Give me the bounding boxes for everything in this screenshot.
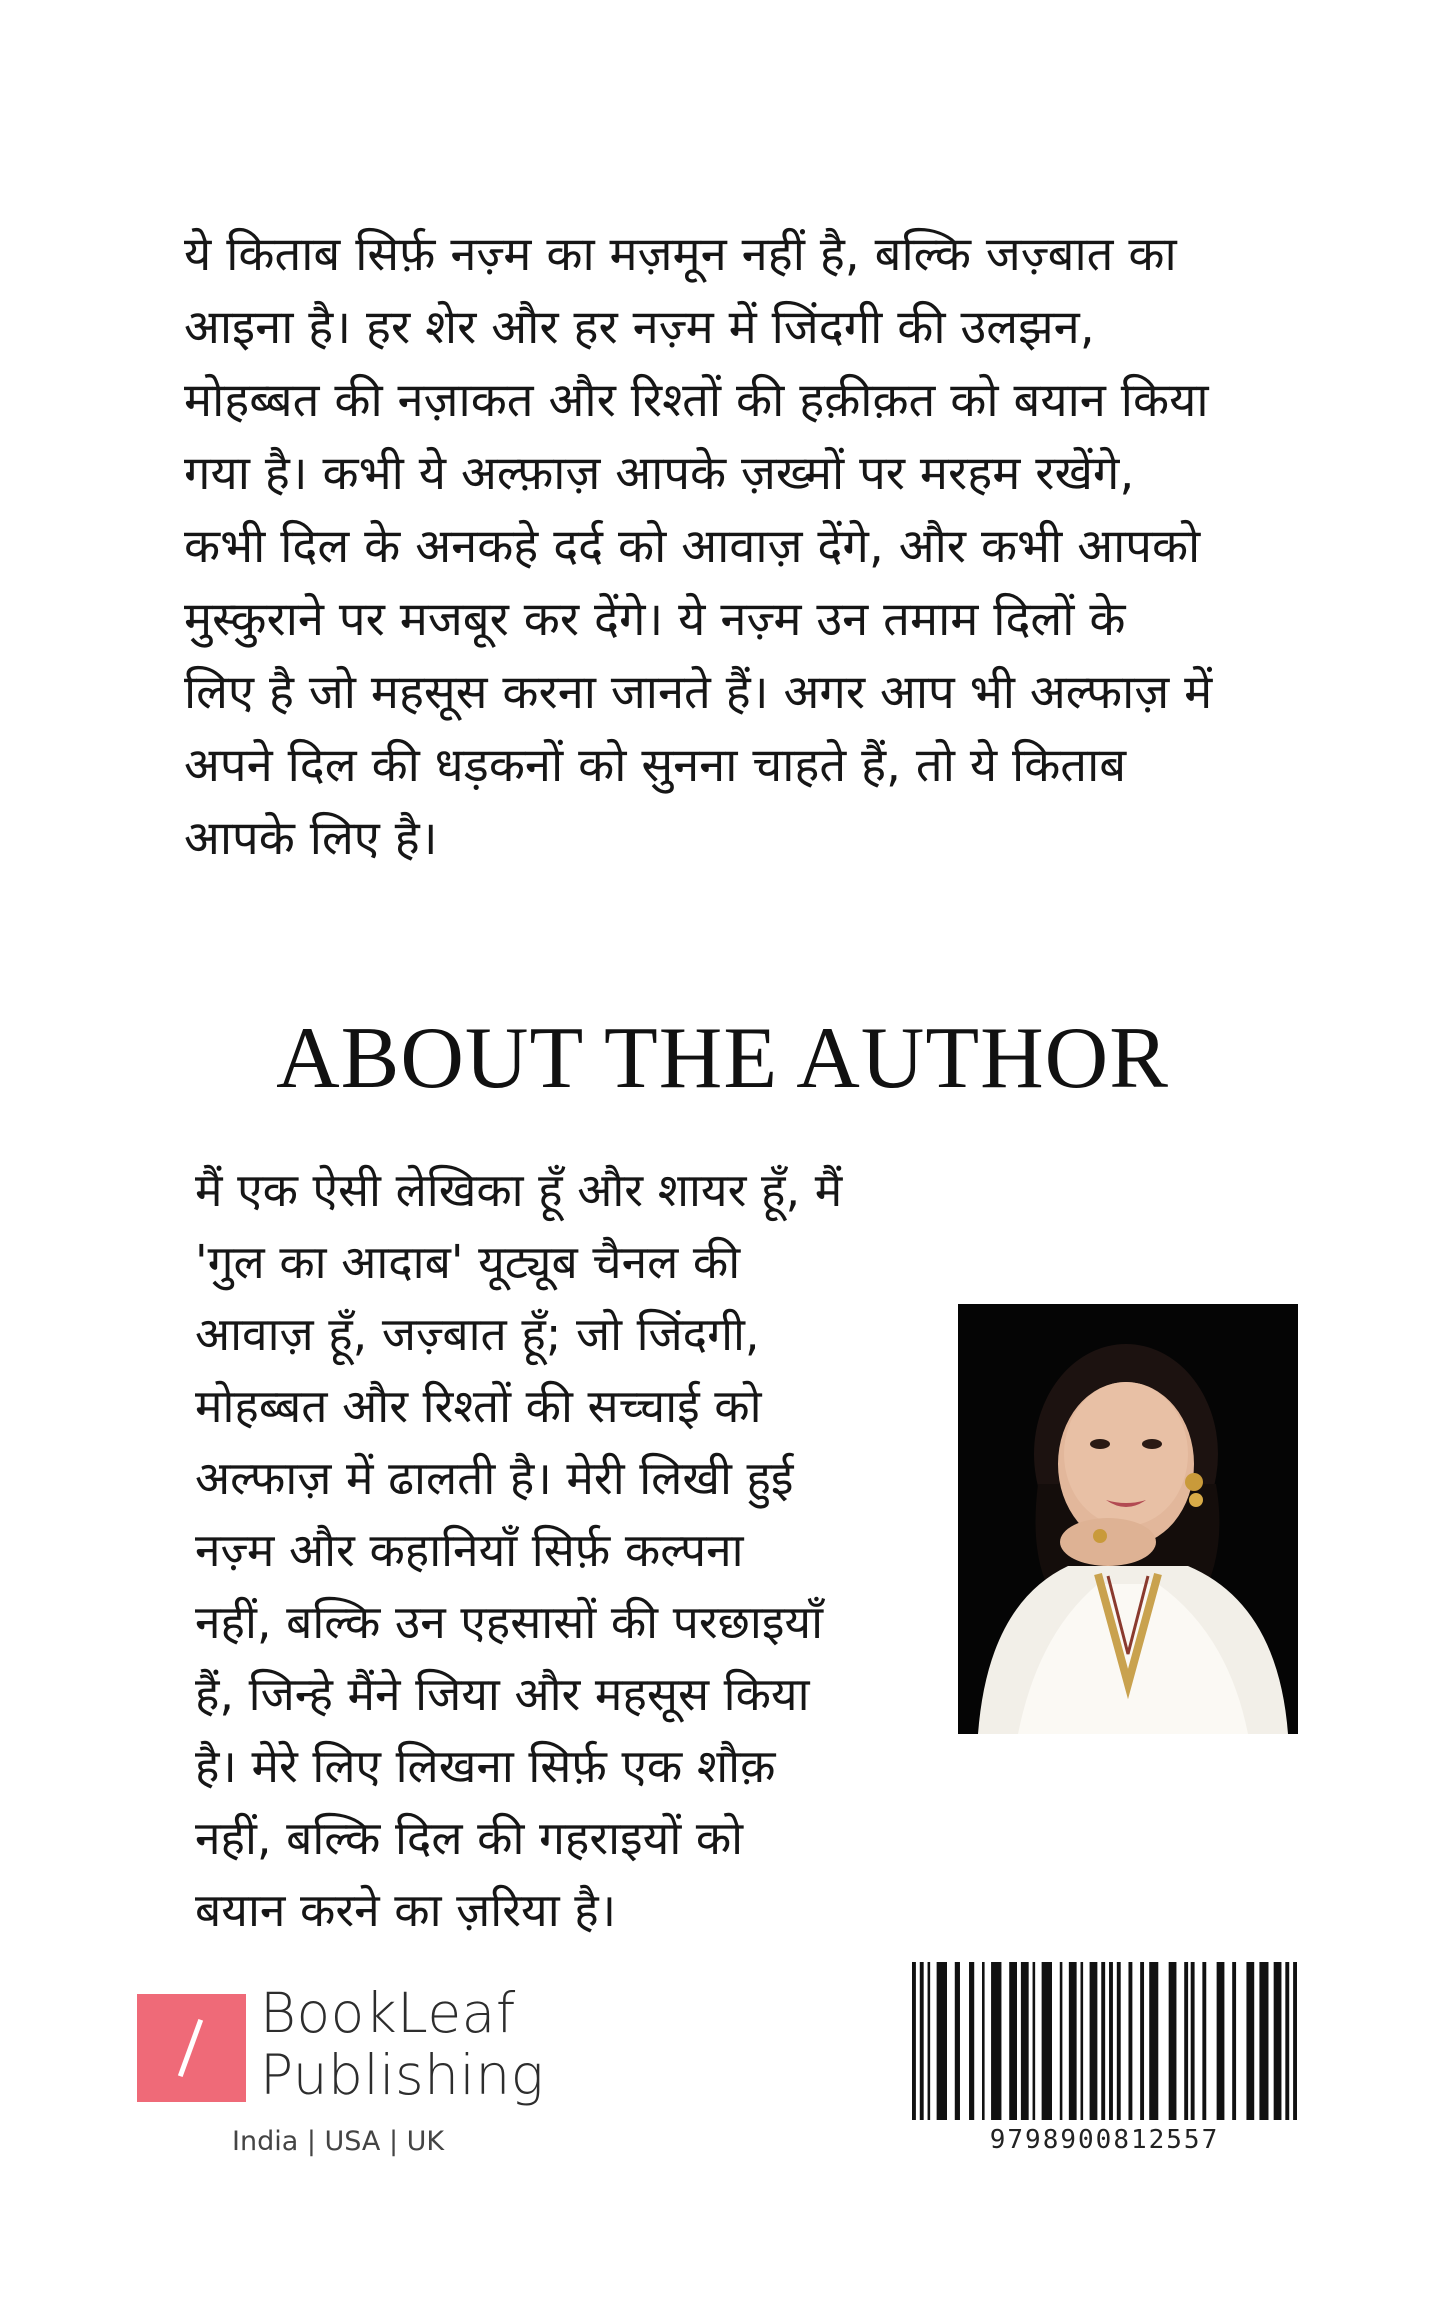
isbn-number: 9798900812557 (989, 2125, 1220, 2155)
barcode-bar (1033, 1962, 1036, 2120)
publisher-logo-mark (137, 1994, 246, 2102)
author-bio (195, 1154, 915, 1946)
barcode-bar (1191, 1962, 1195, 2120)
bio-line: बयान करने का ज़रिया है। (195, 1883, 617, 1937)
barcode-bar (920, 1962, 924, 2120)
barcode-bar (955, 1962, 960, 2120)
barcode-bars (912, 1962, 1297, 2120)
barcode-bar (1259, 1962, 1268, 2120)
blurb-line: कभी दिल के अनकहे दर्द को आवाज़ देंगे, और कभी आपको (184, 519, 1201, 574)
barcode-bar (1081, 1962, 1084, 2120)
bio-line: नहीं, बल्कि दिल की गहराइयों को (195, 1811, 744, 1865)
barcode-bar (928, 1962, 931, 2120)
barcode-bar (1202, 1962, 1206, 2120)
barcode-bar (1009, 1962, 1017, 2120)
bio-line: आवाज़ हूँ, जज़्बात हूँ; जो जिंदगी, (195, 1307, 760, 1361)
blurb-line: अपने दिल की धड़कनों को सुनना चाहते हैं, तो ये किताब (184, 738, 1127, 793)
bio-line: मैं एक ऐसी लेखिका हूँ और शायर हूँ, मैं (195, 1163, 843, 1217)
barcode-bar (937, 1962, 947, 2120)
author-portrait-illustration (958, 1304, 1298, 1734)
barcode-bar (1060, 1962, 1063, 2120)
bio-line: नज़्म और कहानियाँ सिर्फ़ कल्पना (195, 1523, 744, 1577)
barcode-bar (969, 1962, 974, 2120)
bio-line: मोहब्बत और रिश्तों की सच्चाई को (195, 1379, 762, 1433)
barcode-bar (1232, 1962, 1236, 2120)
barcode-bar (1090, 1962, 1098, 2120)
author-photo (958, 1304, 1298, 1734)
barcode-bar (1109, 1962, 1113, 2120)
publisher-name (260, 1982, 544, 2106)
book-blurb (184, 218, 1213, 875)
bio-line: है। मेरे लिए लिखना सिर्फ़ एक शौक़ (195, 1739, 776, 1793)
bio-line: हैं, जिन्हे मैंने जिया और महसूस किया (195, 1667, 810, 1721)
about-heading (0, 1004, 1445, 1114)
barcode-bar (1184, 1962, 1188, 2120)
slash-icon (178, 2019, 203, 2077)
barcode-bar (1140, 1962, 1144, 2120)
blurb-line: आइना है। हर शेर और हर नज़्म में जिंदगी की उलझन, (184, 300, 1095, 355)
barcode-bar (1293, 1962, 1297, 2120)
bio-line: अल्फाज़ में ढालती है। मेरी लिखी हुई (195, 1451, 794, 1505)
bio-line: 'गुल का आदाब' यूट्यूब चैनल की (195, 1235, 741, 1289)
about-heading-text: ABOUT THE AUTHOR (276, 1010, 1169, 1107)
barcode-bar (1169, 1962, 1177, 2120)
barcode-bar (1217, 1962, 1225, 2120)
barcode-bar (1069, 1962, 1077, 2120)
barcode-icon (912, 1962, 1297, 2120)
barcode-bar (1021, 1962, 1029, 2120)
publisher-regions: India | USA | UK (232, 2126, 445, 2157)
publisher-name-line1: BookLeaf (260, 1981, 516, 2045)
barcode-bar (1128, 1962, 1132, 2120)
barcode-bar (1274, 1962, 1282, 2120)
blurb-line: आपके लिए है। (184, 811, 438, 866)
blurb-line: मुस्कुराने पर मजबूर कर देंगे। ये नज़्म उन तमाम दिलों के (184, 592, 1126, 647)
barcode-bar (1285, 1962, 1289, 2120)
bio-line: नहीं, बल्कि उन एहसासों की परछाइयाँ (195, 1595, 824, 1649)
publisher-logo (137, 1981, 557, 2110)
barcode-bar (1246, 1962, 1254, 2120)
blurb-line: ये किताब सिर्फ़ नज़्म का मज़मून नहीं है, बल्कि जज़्बात का (184, 227, 1177, 282)
barcode-bar (982, 1962, 985, 2120)
publisher-name-line2: Publishing (260, 2043, 545, 2107)
barcode-bar (991, 1962, 1001, 2120)
barcode-bar (912, 1962, 916, 2120)
blurb-line: मोहब्बत की नज़ाकत और रिश्तों की हक़ीक़त को बयान किया (184, 373, 1209, 428)
barcode-bar (1101, 1962, 1105, 2120)
barcode-bar (1149, 1962, 1158, 2120)
blurb-line: लिए है जो महसूस करना जानते हैं। अगर आप भी अल्फाज़ में (184, 665, 1213, 720)
blurb-line: गया है। कभी ये अल्फ़ाज़ आपके ज़ख्मों पर मरहम रखेंगे, (184, 446, 1135, 501)
barcode-bar (1117, 1962, 1121, 2120)
barcode-bar (1042, 1962, 1052, 2120)
